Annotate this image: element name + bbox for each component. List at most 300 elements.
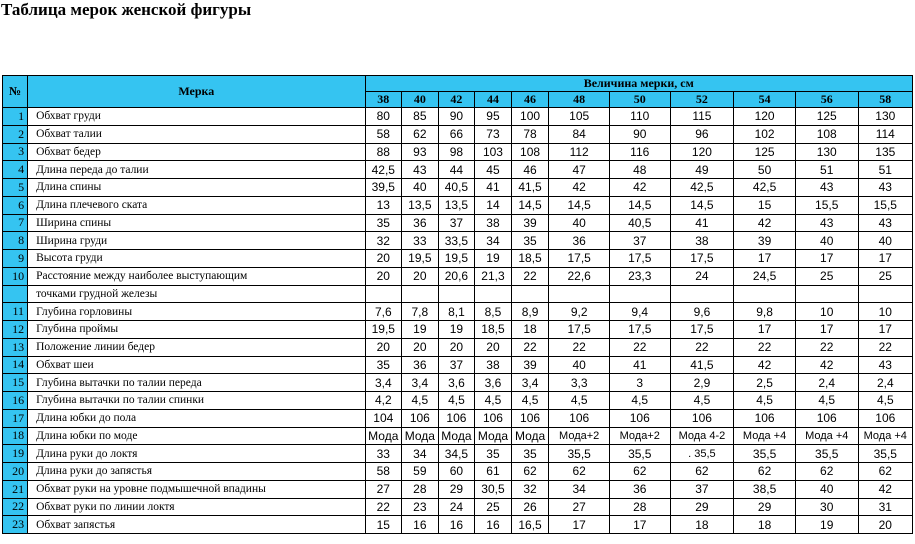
measure-value: 45	[475, 161, 512, 179]
header-size-50: 50	[609, 92, 670, 108]
measure-value: 37	[438, 356, 475, 374]
table-row	[3, 463, 913, 481]
measure-value: 43	[858, 179, 912, 197]
measure-value: 130	[858, 108, 912, 126]
measure-value: Мода +4	[858, 427, 912, 445]
measure-value: 36	[609, 480, 670, 498]
measure-value: 20	[402, 338, 439, 356]
measure-name: Глубина вытачки по талии спинки	[28, 392, 365, 410]
measure-value: 28	[609, 498, 670, 516]
measure-value: 106	[438, 409, 475, 427]
measure-value: 13,5	[402, 196, 439, 214]
table-row	[3, 498, 913, 516]
header-size-52: 52	[670, 92, 734, 108]
measure-name: Обхват запястья	[28, 516, 365, 534]
row-number: 8	[3, 232, 28, 250]
measure-value	[670, 285, 734, 303]
measure-value: 22	[609, 338, 670, 356]
measure-value: Мода +4	[795, 427, 858, 445]
measure-name: Глубина проймы	[28, 321, 365, 339]
measure-value: 20	[402, 267, 439, 285]
measure-value: 9,6	[670, 303, 734, 321]
measure-value: 3,6	[438, 374, 475, 392]
measure-value: 130	[795, 143, 858, 161]
row-number: 5	[3, 179, 28, 197]
measure-value: 14,5	[609, 196, 670, 214]
header-size-40: 40	[402, 92, 439, 108]
row-number: 10	[3, 267, 28, 285]
measure-value: 43	[858, 356, 912, 374]
measure-value: 2,5	[734, 374, 796, 392]
measure-value: 35,5	[858, 445, 912, 463]
measure-value: 62	[609, 463, 670, 481]
measure-value: 17	[609, 516, 670, 534]
measure-value: 50	[734, 161, 796, 179]
measure-name: Положение линии бедер	[28, 338, 365, 356]
measure-value: 40	[549, 356, 610, 374]
measure-value: 62	[858, 463, 912, 481]
table-row	[3, 267, 913, 285]
table-row	[3, 108, 913, 126]
measure-value: 4,5	[438, 392, 475, 410]
measure-value: Мода	[475, 427, 512, 445]
measure-value: Мода	[511, 427, 549, 445]
measure-value: 17,5	[549, 250, 610, 268]
row-number: 20	[3, 463, 28, 481]
row-number: 19	[3, 445, 28, 463]
measure-value: 29	[438, 480, 475, 498]
measure-value: 17,5	[609, 321, 670, 339]
measure-value: 44	[438, 161, 475, 179]
measure-value: 23	[402, 498, 439, 516]
header-size-group: Величина мерки, см	[365, 76, 913, 92]
measure-value: 35	[475, 445, 512, 463]
measure-value: 36	[402, 356, 439, 374]
row-number	[3, 285, 28, 303]
measure-value: 47	[549, 161, 610, 179]
table-row	[3, 196, 913, 214]
header-size-44: 44	[475, 92, 512, 108]
measure-value: 20	[365, 267, 402, 285]
measure-value: 34	[402, 445, 439, 463]
measure-value: 106	[858, 409, 912, 427]
measure-value: 102	[734, 125, 796, 143]
row-number: 1	[3, 108, 28, 126]
measure-value: 4,2	[365, 392, 402, 410]
measure-value: 9,4	[609, 303, 670, 321]
measure-value: 19	[438, 321, 475, 339]
measure-value: 33	[365, 445, 402, 463]
measure-value: 35	[365, 214, 402, 232]
measure-value: 19	[795, 516, 858, 534]
measure-value: 28	[402, 480, 439, 498]
row-number: 11	[3, 303, 28, 321]
measure-value: 34	[549, 480, 610, 498]
measure-value: 43	[402, 161, 439, 179]
measure-value: 17	[734, 250, 796, 268]
measure-name: Длина руки до запястья	[28, 463, 365, 481]
measure-value: 41	[609, 356, 670, 374]
measurements-table	[2, 75, 913, 534]
measure-name: Обхват груди	[28, 108, 365, 126]
measure-value: 15,5	[858, 196, 912, 214]
measure-value: 21,3	[475, 267, 512, 285]
measure-name: Ширина спины	[28, 214, 365, 232]
measure-value: 38,5	[734, 480, 796, 498]
measure-value: 114	[858, 125, 912, 143]
measure-value: 2,9	[670, 374, 734, 392]
measure-value: 25	[858, 267, 912, 285]
table-row	[3, 161, 913, 179]
measure-value: 38	[475, 356, 512, 374]
measure-value: 17	[734, 321, 796, 339]
measure-value: 43	[795, 214, 858, 232]
measure-name: Длина плечевого ската	[28, 196, 365, 214]
measure-value: 27	[549, 498, 610, 516]
measure-name: Длина юбки до пола	[28, 409, 365, 427]
header-size-46: 46	[511, 92, 549, 108]
measure-value: 39,5	[365, 179, 402, 197]
measure-value: 112	[549, 143, 610, 161]
measure-value: 120	[670, 143, 734, 161]
measure-value: 42,5	[734, 179, 796, 197]
measure-value: 24,5	[734, 267, 796, 285]
measure-value	[402, 285, 439, 303]
measure-value: 18,5	[511, 250, 549, 268]
measure-value: 33,5	[438, 232, 475, 250]
measure-value: 19	[402, 321, 439, 339]
measure-value: 41	[475, 179, 512, 197]
measure-value: 110	[609, 108, 670, 126]
measure-value	[438, 285, 475, 303]
row-number: 17	[3, 409, 28, 427]
measure-value: 34	[475, 232, 512, 250]
measure-value: . 35,5	[670, 445, 734, 463]
measure-value: Мода	[365, 427, 402, 445]
measure-value: 32	[365, 232, 402, 250]
measure-value: 40	[549, 214, 610, 232]
table-row	[3, 125, 913, 143]
measure-value: 27	[365, 480, 402, 498]
measure-value: 40	[795, 232, 858, 250]
row-number: 15	[3, 374, 28, 392]
measure-name: Глубина горловины	[28, 303, 365, 321]
measure-value: 33	[402, 232, 439, 250]
measure-value: 13	[365, 196, 402, 214]
measure-value: 14,5	[511, 196, 549, 214]
measure-value: 4,5	[795, 392, 858, 410]
measure-value: 24	[670, 267, 734, 285]
row-number: 4	[3, 161, 28, 179]
measure-value: 41,5	[670, 356, 734, 374]
measure-value: 100	[511, 108, 549, 126]
measure-value: 2,4	[795, 374, 858, 392]
measure-value: 30	[795, 498, 858, 516]
measure-value: 36	[549, 232, 610, 250]
measure-value: 7,8	[402, 303, 439, 321]
measure-value: Мода	[438, 427, 475, 445]
measure-value: 42	[549, 179, 610, 197]
measure-value: 22,6	[549, 267, 610, 285]
table-row	[3, 214, 913, 232]
measure-value: 38	[670, 232, 734, 250]
measure-name: Обхват бедер	[28, 143, 365, 161]
measure-value: 14,5	[670, 196, 734, 214]
measure-value: 19	[475, 250, 512, 268]
table-row	[3, 356, 913, 374]
measure-value: 51	[858, 161, 912, 179]
row-number: 16	[3, 392, 28, 410]
measure-value: 95	[475, 108, 512, 126]
measure-value	[858, 285, 912, 303]
measure-value: 41	[670, 214, 734, 232]
measure-value: 16	[475, 516, 512, 534]
measure-value: 108	[795, 125, 858, 143]
measure-value: 105	[549, 108, 610, 126]
measure-value: 20,6	[438, 267, 475, 285]
measure-value: 24	[438, 498, 475, 516]
measure-value: 23,3	[609, 267, 670, 285]
table-row	[3, 374, 913, 392]
table-row	[3, 409, 913, 427]
measure-name: Длина руки до локтя	[28, 445, 365, 463]
measure-value: 9,2	[549, 303, 610, 321]
measure-value: 4,5	[609, 392, 670, 410]
row-number: 6	[3, 196, 28, 214]
measure-name: Длина переда до талии	[28, 161, 365, 179]
table-row	[3, 303, 913, 321]
measure-value: 35,5	[609, 445, 670, 463]
row-number: 9	[3, 250, 28, 268]
measure-name: Ширина груди	[28, 232, 365, 250]
measure-value: 16	[402, 516, 439, 534]
measure-value: 48	[609, 161, 670, 179]
measure-value: 10	[795, 303, 858, 321]
measure-value: 41,5	[511, 179, 549, 197]
measure-value: 20	[438, 338, 475, 356]
measure-name: Длина спины	[28, 179, 365, 197]
measure-value: 17,5	[670, 250, 734, 268]
measure-name: Высота груди	[28, 250, 365, 268]
measure-value: 62	[795, 463, 858, 481]
measure-value: 4,5	[475, 392, 512, 410]
measure-name: Длина юбки по моде	[28, 427, 365, 445]
table-row	[3, 143, 913, 161]
measure-value: 35	[365, 356, 402, 374]
measure-value: 22	[734, 338, 796, 356]
measure-value: 15,5	[795, 196, 858, 214]
header-size-48: 48	[549, 92, 610, 108]
measure-value: 29	[734, 498, 796, 516]
page-title: Таблица мерок женской фигуры	[1, 0, 252, 19]
measure-value: 43	[795, 179, 858, 197]
measure-value: 35	[511, 445, 549, 463]
measure-value: 39	[511, 356, 549, 374]
measure-value: 115	[670, 108, 734, 126]
measure-value: 106	[402, 409, 439, 427]
measure-value: 3,4	[511, 374, 549, 392]
measure-value: 22	[511, 267, 549, 285]
measure-value: 3	[609, 374, 670, 392]
measure-value: 106	[795, 409, 858, 427]
measure-value: 17	[795, 321, 858, 339]
header-measure: Мерка	[28, 76, 365, 108]
measure-value: 80	[365, 108, 402, 126]
measure-value: 25	[475, 498, 512, 516]
table-row	[3, 232, 913, 250]
measure-value	[795, 285, 858, 303]
measure-value: 35,5	[734, 445, 796, 463]
table-row	[3, 392, 913, 410]
measure-value: 106	[670, 409, 734, 427]
measure-value: 49	[670, 161, 734, 179]
measure-value: 31	[858, 498, 912, 516]
measure-value: Мода+2	[609, 427, 670, 445]
measure-value: 4,5	[670, 392, 734, 410]
measure-value: 17	[858, 250, 912, 268]
measure-value	[365, 285, 402, 303]
measure-value: 17	[549, 516, 610, 534]
measure-value: 40	[795, 480, 858, 498]
measure-value: 19,5	[402, 250, 439, 268]
header-num: №	[3, 76, 28, 108]
measure-value	[511, 285, 549, 303]
measure-value: 8,1	[438, 303, 475, 321]
measure-value: Мода +4	[734, 427, 796, 445]
row-number: 21	[3, 480, 28, 498]
measure-value: 40	[402, 179, 439, 197]
measure-value: 88	[365, 143, 402, 161]
measure-value: 104	[365, 409, 402, 427]
measure-value: 46	[511, 161, 549, 179]
measure-value: 3,4	[402, 374, 439, 392]
measure-value: 58	[365, 463, 402, 481]
measure-value: 37	[670, 480, 734, 498]
measure-value: 19,5	[438, 250, 475, 268]
table-row	[3, 321, 913, 339]
measure-value: 17,5	[609, 250, 670, 268]
measure-value: 2,4	[858, 374, 912, 392]
measure-value: Мода 4-2	[670, 427, 734, 445]
measure-value: 4,5	[734, 392, 796, 410]
header-size-56: 56	[795, 92, 858, 108]
measure-value: 14	[475, 196, 512, 214]
measure-value: 116	[609, 143, 670, 161]
measure-value: 19,5	[365, 321, 402, 339]
row-number: 23	[3, 516, 28, 534]
header-size-58: 58	[858, 92, 912, 108]
header-size-42: 42	[438, 92, 475, 108]
measure-value: 9,8	[734, 303, 796, 321]
measure-value: 22	[365, 498, 402, 516]
measure-value: 20	[475, 338, 512, 356]
measure-value: 96	[670, 125, 734, 143]
measure-value: 90	[438, 108, 475, 126]
measure-value: 90	[609, 125, 670, 143]
measure-value: 10	[858, 303, 912, 321]
measure-value: 3,3	[549, 374, 610, 392]
measure-value: 73	[475, 125, 512, 143]
measure-value: 42,5	[365, 161, 402, 179]
row-number: 2	[3, 125, 28, 143]
measure-value: 66	[438, 125, 475, 143]
measure-value: 30,5	[475, 480, 512, 498]
measure-value: 120	[734, 108, 796, 126]
measure-value: 15	[365, 516, 402, 534]
measure-value: 8,9	[511, 303, 549, 321]
measure-value: 62	[402, 125, 439, 143]
measure-value	[734, 285, 796, 303]
row-number: 3	[3, 143, 28, 161]
measure-value: 29	[670, 498, 734, 516]
measure-value: 22	[549, 338, 610, 356]
measure-value: 22	[511, 338, 549, 356]
measure-value: 108	[511, 143, 549, 161]
measure-value: 42	[609, 179, 670, 197]
measure-value: 59	[402, 463, 439, 481]
measure-value: 8,5	[475, 303, 512, 321]
measure-value: 106	[549, 409, 610, 427]
measure-value: 18	[734, 516, 796, 534]
measure-name: точками грудной железы	[28, 285, 365, 303]
measure-value: 40	[858, 232, 912, 250]
measure-value: 42	[858, 480, 912, 498]
measure-name: Обхват руки на уровне подмышечной впадины	[28, 480, 365, 498]
measure-value: 20	[365, 338, 402, 356]
measure-value: 135	[858, 143, 912, 161]
measure-value: 25	[795, 267, 858, 285]
measure-value: 17	[858, 321, 912, 339]
measure-value: 103	[475, 143, 512, 161]
measure-value: 35,5	[549, 445, 610, 463]
measure-value: 3,6	[475, 374, 512, 392]
measure-value: 42	[795, 356, 858, 374]
measure-value: 78	[511, 125, 549, 143]
measure-value: 106	[475, 409, 512, 427]
measure-name: Обхват шеи	[28, 356, 365, 374]
measure-name: Обхват руки по линии локтя	[28, 498, 365, 516]
measure-value: 22	[858, 338, 912, 356]
measure-value: 16	[438, 516, 475, 534]
measure-value: 3,4	[365, 374, 402, 392]
measure-value: 38	[475, 214, 512, 232]
row-number: 18	[3, 427, 28, 445]
measure-value: 58	[365, 125, 402, 143]
measure-value: 4,5	[549, 392, 610, 410]
measure-value: 43	[858, 214, 912, 232]
measure-value: 42	[734, 214, 796, 232]
measure-value: 22	[795, 338, 858, 356]
measure-value: 60	[438, 463, 475, 481]
measure-value: 20	[858, 516, 912, 534]
measure-value: 34,5	[438, 445, 475, 463]
measure-value: 40,5	[609, 214, 670, 232]
measure-value	[609, 285, 670, 303]
header-size-38: 38	[365, 92, 402, 108]
measure-value: 62	[670, 463, 734, 481]
measure-value: 37	[438, 214, 475, 232]
measure-value: 62	[734, 463, 796, 481]
measure-value: 4,5	[402, 392, 439, 410]
measure-value: 13,5	[438, 196, 475, 214]
measure-value: 20	[365, 250, 402, 268]
measure-value: 17,5	[549, 321, 610, 339]
measure-value: 18	[511, 321, 549, 339]
measure-value: 85	[402, 108, 439, 126]
measure-value: Мода+2	[549, 427, 610, 445]
row-number: 14	[3, 356, 28, 374]
measure-value: 15	[734, 196, 796, 214]
